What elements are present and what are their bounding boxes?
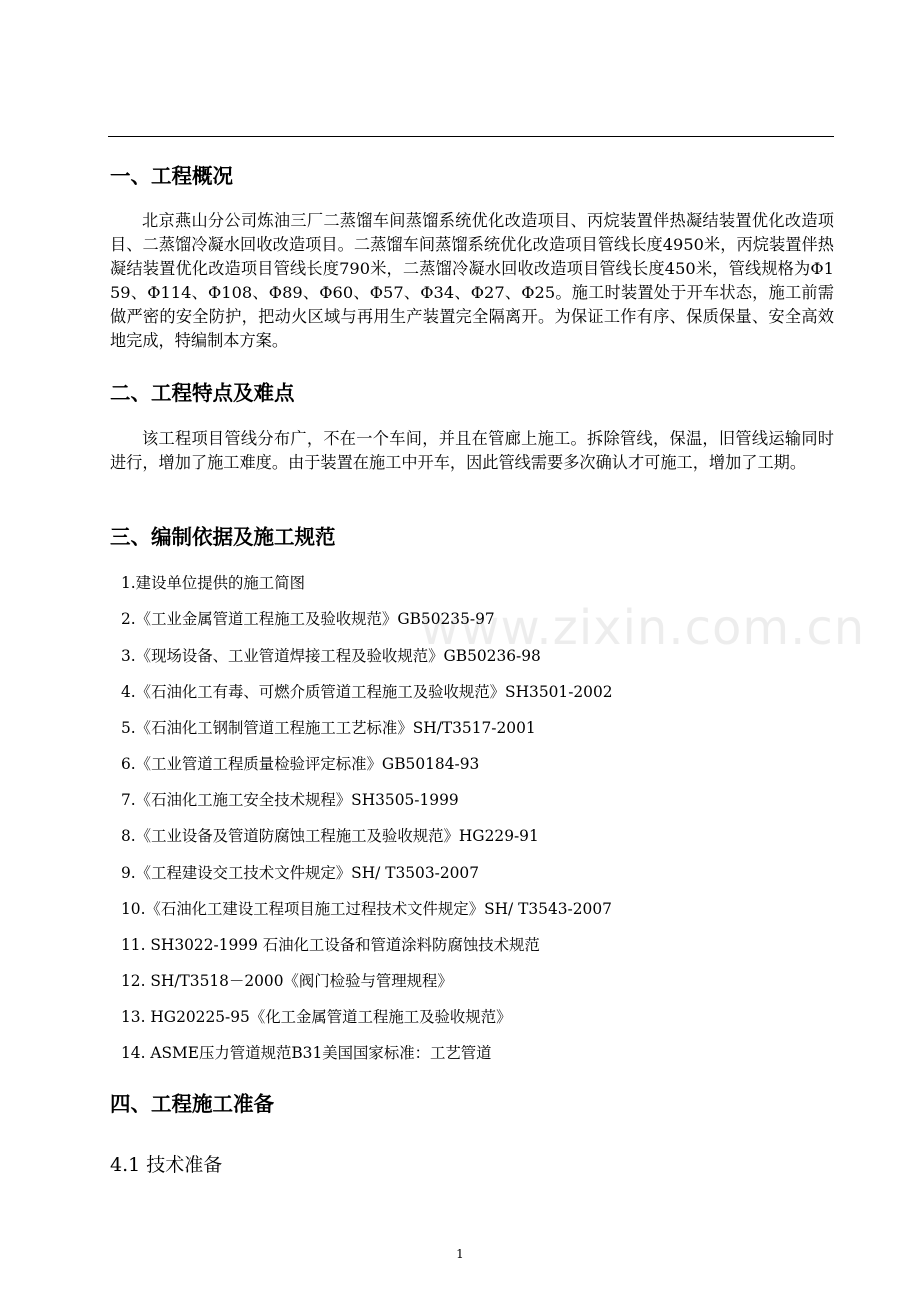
section-heading-preparation: 四、工程施工准备: [110, 1092, 274, 1116]
reference-item: 5.《石油化工钢制管道工程施工工艺标准》SH/T3517-2001: [121, 719, 536, 737]
reference-item: 12. SH/T3518－2000《阀门检验与管理规程》: [121, 972, 453, 990]
reference-item: 7.《石油化工施工安全技术规程》SH3505-1999: [121, 791, 459, 809]
reference-item: 14. ASME压力管道规范B31美国国家标准：工艺管道: [121, 1044, 492, 1062]
watermark-text: www.zixin.com.cn: [420, 600, 866, 656]
overview-paragraph: 北京燕山分公司炼油三厂二蒸馏车间蒸馏系统优化改造项目、丙烷装置伴热凝结装置优化改造项目、二蒸馏冷凝水回收改造项目。二蒸馏车间蒸馏系统优化改造项目管线长度4950米，丙烷装置伴热凝结装置优化改造项目管线长度790米，二蒸馏冷凝水回收改造项目管线长度450米，管线规格为Φ159、Φ114、Φ108、Φ89、Φ60、Φ57、Φ34、Φ27、Φ25。施工时装置处于开车状态，施工前需做严密的安全防护，把动火区域与再用生产装置完全隔离开。为保证工作有序、保质保量、安全高效地完成，特编制本方案。: [110, 211, 834, 350]
features-paragraph: 该工程项目管线分布广，不在一个车间，并且在管廊上施工。拆除管线，保温，旧管线运输同时进行，增加了施工难度。由于装置在施工中开车，因此管线需要多次确认才可施工，增加了工期。: [110, 429, 834, 472]
section-heading-features: 二、工程特点及难点: [110, 381, 295, 405]
reference-item: 2.《工业金属管道工程施工及验收规范》GB50235-97: [121, 610, 495, 628]
reference-item: 13. HG20225-95《化工金属管道工程施工及验收规范》: [121, 1008, 512, 1026]
header-rule: [108, 136, 834, 137]
section-heading-overview: 一、工程概况: [110, 164, 233, 188]
reference-item: 10.《石油化工建设工程项目施工过程技术文件规定》SH/ T3543-2007: [121, 900, 612, 918]
reference-item: 9.《工程建设交工技术文件规定》SH/ T3503-2007: [121, 864, 479, 882]
reference-item: 3.《现场设备、工业管道焊接工程及验收规范》GB50236-98: [121, 647, 541, 665]
page-number: 1: [456, 1247, 464, 1261]
reference-item: 6.《工业管道工程质量检验评定标准》GB50184-93: [121, 755, 480, 773]
reference-item: 4.《石油化工有毒、可燃介质管道工程施工及验收规范》SH3501-2002: [121, 683, 613, 701]
reference-item: 8.《工业设备及管道防腐蚀工程施工及验收规范》HG229-91: [121, 827, 539, 845]
reference-item: 11. SH3022-1999 石油化工设备和管道涂料防腐蚀技术规范: [121, 936, 540, 954]
subsection-heading-technical: 4.1 技术准备: [110, 1154, 223, 1176]
section-heading-basis: 三、编制依据及施工规范: [110, 525, 336, 549]
reference-item: 1.建设单位提供的施工简图: [121, 574, 305, 592]
